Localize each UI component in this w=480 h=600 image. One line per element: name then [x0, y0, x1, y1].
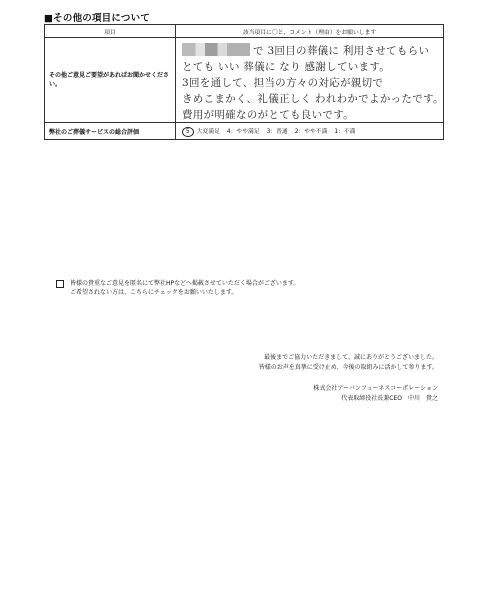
handwritten-line: で 3回目の葬儀に 利用させてもらい	[182, 43, 429, 58]
rating-1-option: 1：不満	[334, 128, 356, 135]
company-name: 株式会社アーバンフューネスコーポレーション	[313, 385, 438, 392]
closing-message	[259, 353, 438, 372]
handwritten-answer	[176, 38, 444, 123]
closing-line: 最後までご協力いただきまして、誠にありがとうございました。	[264, 354, 438, 361]
signature-block	[313, 384, 438, 403]
rating-5-label: 大変満足	[196, 128, 220, 135]
other-opinions-row	[45, 38, 444, 123]
rating-4-option: 4：やや満足	[226, 128, 260, 135]
handwritten-line: とても いい 葬儀に なり 感謝しています。	[182, 61, 391, 73]
overall-evaluation-row	[45, 123, 444, 140]
header-item: 項目	[45, 25, 176, 38]
handwritten-line: 3回を通して、担当の方々の対応が親切で	[182, 77, 384, 89]
table-header-row	[45, 25, 444, 38]
handwritten-line: 費用が明確なのがとても良いです。	[182, 109, 354, 121]
rating-3-option: 3：普通	[266, 128, 288, 135]
header-comment: 該当項目に〇と、コメント（理由）をお願いします	[176, 25, 444, 38]
closing-line: 皆様のお声を真摯に受け止め、今後の取組みに活かして参ります。	[258, 363, 438, 371]
eval-question: 弊社のご葬儀サービスの総合評価	[45, 123, 176, 140]
rating-5-circled: 5	[182, 127, 194, 137]
representative-name: 代表取締役社長兼CEO 中川 貴之	[341, 394, 438, 402]
section-title: ■その他の項目について	[44, 13, 150, 24]
rating-scale	[176, 123, 444, 140]
note-line: 皆様の貴重なご意見を匿名にて弊社HPなどへ掲載させていただく場合がございます。	[70, 280, 300, 287]
anonymous-publish-opt-out-checkbox[interactable]	[56, 280, 64, 288]
rating-2-option: 2：やや不満	[294, 128, 328, 135]
publication-note	[70, 279, 450, 298]
survey-table	[44, 24, 444, 140]
handwritten-line: きめこまかく、礼儀正しく われわかでよかったです。	[182, 93, 444, 105]
other-question: その他ご意見ご要望があればお聞かせください。	[45, 38, 176, 123]
note-line: ご希望されない方は、こちらにチェックをお願いいたします。	[70, 289, 238, 297]
redacted-name-blur	[182, 43, 250, 56]
